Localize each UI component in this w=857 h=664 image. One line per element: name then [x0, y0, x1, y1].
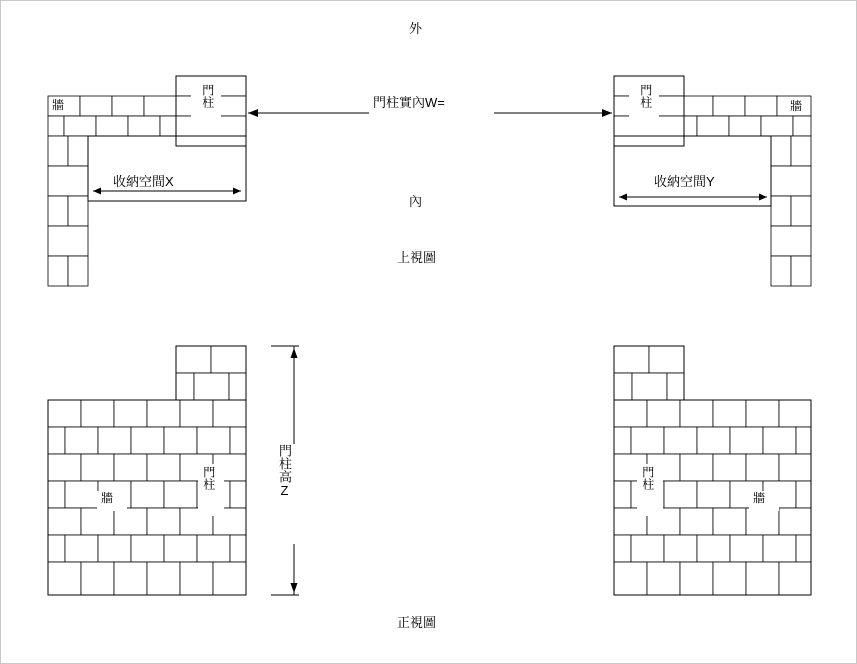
label-outside: 外 — [409, 21, 423, 36]
top-left-wall-bricks — [48, 96, 176, 136]
label-top-left-wall: 牆 — [52, 98, 65, 112]
label-top-left-door-post: 門柱 — [200, 84, 215, 108]
label-front-right-post: 門柱 — [640, 466, 655, 490]
label-clear-width: 門柱實內W= — [373, 95, 445, 110]
top-right-wall-vertical-bricks — [771, 136, 811, 286]
label-top-right-wall: 牆 — [790, 99, 803, 113]
label-top-view-title: 上視圖 — [397, 250, 437, 265]
label-front-view-title: 正視圖 — [397, 615, 437, 630]
label-storage-right: 收納空間Y — [654, 174, 715, 189]
label-post-height: 門柱高Z — [276, 444, 292, 498]
label-front-left-post: 門柱 — [201, 466, 216, 490]
label-front-left-wall: 牆 — [101, 491, 114, 505]
top-right-storage-dimension — [619, 194, 767, 201]
label-front-right-wall: 牆 — [753, 491, 766, 505]
label-inside: 內 — [409, 194, 423, 209]
top-left-wall-vertical-bricks — [48, 136, 88, 286]
label-storage-left: 收納空間X — [113, 174, 174, 189]
label-top-right-door-post: 門柱 — [638, 84, 653, 108]
